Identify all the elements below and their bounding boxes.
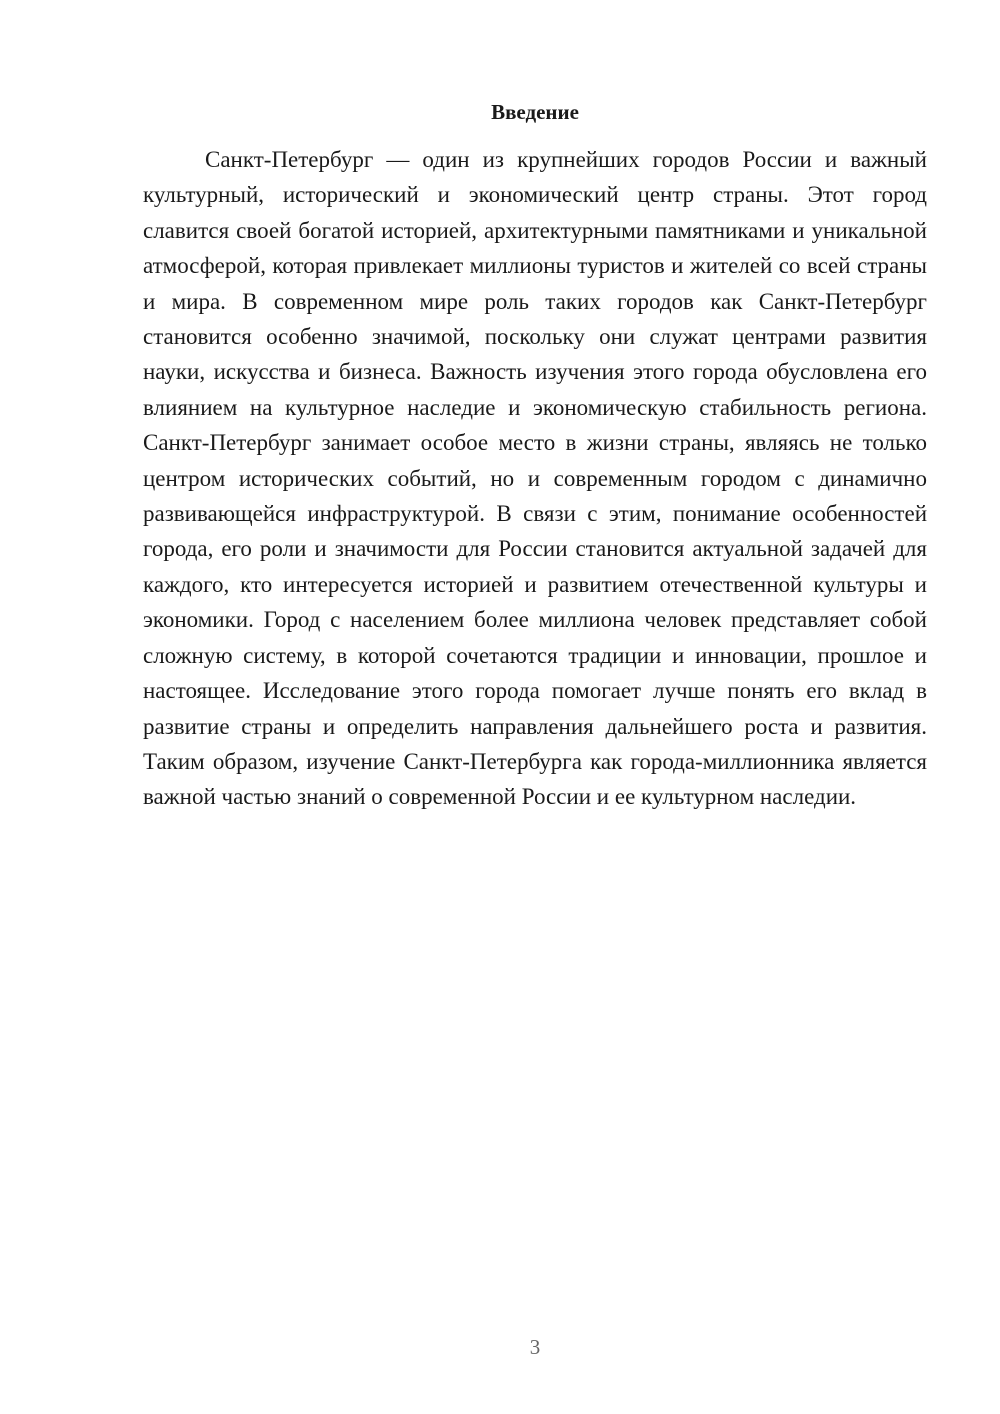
intro-paragraph: Санкт-Петербург — один из крупнейших городов России и важный культурный, исторический и экономический центр страны. Этот город славится своей богатой историей, архитектурными памятниками и уникальной атмосферой, которая привлекает миллионы туристов и жителей со всей страны и мира. В современном мире роль таких городов как Санкт-Петербург становится особенно значимой, поскольку они служат центрами развития науки, искусства и бизнеса. Важность изучения этого города обусловлена его влиянием на культурное наследие и экономическую стабильность региона. Санкт-Петербург занимает особое место в жизни страны, являясь не только центром исторических событий, но и современным городом с динамично развивающейся инфраструктурой. В связи с этим, понимание особенностей города, его роли и значимости для России становится актуальной задачей для каждого, кто интересуется историей и развитием отечественной культуры и экономики. Город с населением более миллиона человек представляет собой сложную систему, в которой сочетаются традиции и инновации, прошлое и настоящее. Исследование этого города помогает лучше понять его вклад в развитие страны и определить направления дальнейшего роста и развития. Таким образом, изучение Санкт-Петербурга как города-миллионника является важной частью знаний о современной России и ее культурном наследии. <box>143 147 927 810</box>
section-title: Введение <box>491 100 579 124</box>
page-number: 3 <box>529 1335 541 1359</box>
